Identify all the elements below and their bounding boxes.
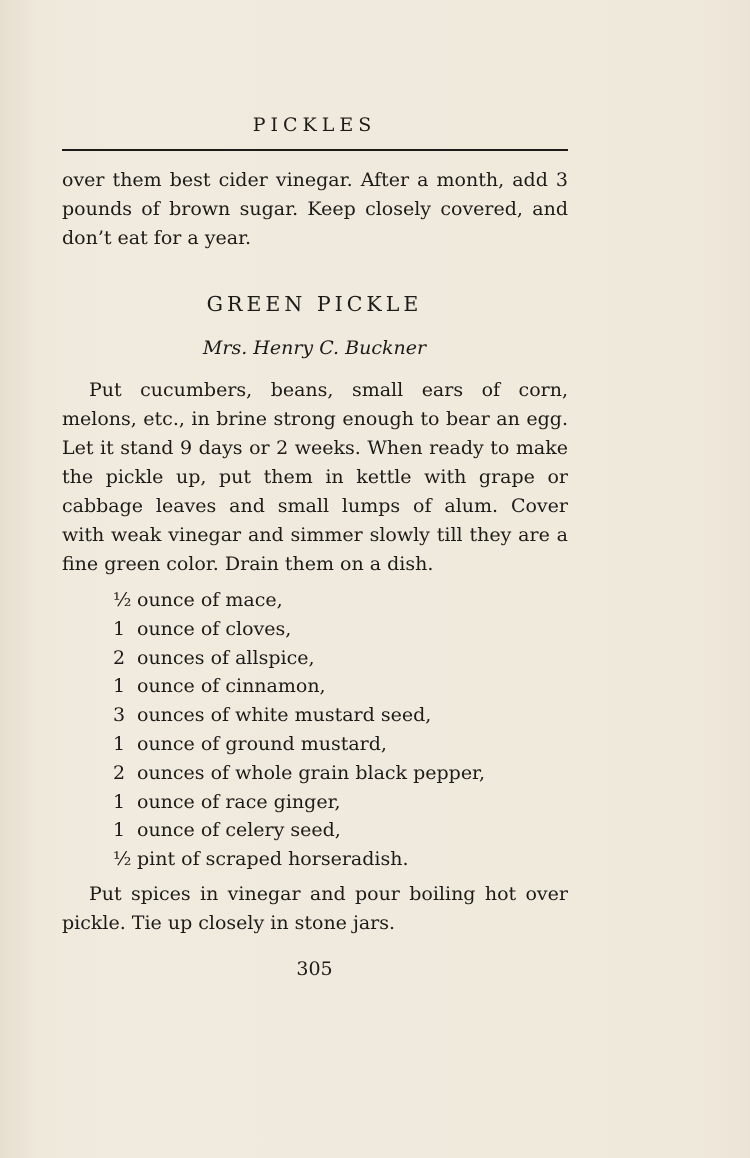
ingredient-quantity: 1 — [113, 732, 126, 755]
ingredient-item — [113, 816, 485, 845]
ingredient-item — [113, 586, 485, 615]
page-number: 305 — [296, 958, 333, 980]
ingredient-quantity: ½ — [113, 589, 132, 611]
ingredient-quantity: ½ — [113, 848, 132, 871]
ingredient-quantity: 1 — [113, 617, 126, 640]
ingredient-item — [113, 672, 485, 701]
ingredient-list — [113, 586, 485, 874]
recipe-title: GREEN PICKLE — [206, 292, 423, 316]
ingredient-item — [113, 788, 485, 817]
ingredient-item — [113, 730, 485, 759]
ingredient-item — [113, 759, 485, 788]
ingredient-item — [113, 845, 485, 874]
ingredient-text: ounce of ground mustard, — [137, 732, 387, 755]
ingredient-text: ounce of cinnamon, — [137, 675, 326, 698]
ingredient-quantity: 1 — [113, 819, 126, 842]
recipe-author: Mrs. Henry C. Buckner — [202, 337, 427, 359]
ingredient-text: ounce of mace, — [137, 589, 283, 611]
ingredient-quantity: 1 — [113, 675, 126, 698]
ingredient-quantity: 1 — [113, 790, 126, 813]
ingredient-text: ounce of cloves, — [137, 617, 292, 640]
recipe-instructions: Put cucumbers, beans, small ears of corn, melons, etc., in brine strong enough to bear an egg. Let it stand 9 days or 2 weeks. When ready to make the pickle up, put them in kettle with grape or cabbage leaves and small lumps of alum. Cover with weak vinegar and simmer slowly till they are a fine green color. Drain them on a dish. — [62, 379, 568, 575]
header-rule — [62, 149, 568, 151]
continuation-paragraph: over them best cider vinegar. After a month, add 3 pounds of brown sugar. Keep closely covered, and don’t eat for a year. — [62, 169, 568, 249]
ingredient-text: ounces of white mustard seed, — [137, 704, 432, 727]
ingredient-quantity: 3 — [113, 704, 126, 727]
running-head: PICKLES — [252, 114, 377, 136]
ingredient-quantity: 2 — [113, 761, 126, 784]
ingredient-text: ounces of allspice, — [137, 646, 315, 669]
ingredient-text: ounce of celery seed, — [137, 819, 341, 842]
closing-paragraph: Put spices in vinegar and pour boiling hot over pickle. Tie up closely in stone jars. — [62, 883, 568, 934]
ingredient-item — [113, 615, 485, 644]
ingredient-quantity: 2 — [113, 646, 126, 669]
ingredient-item — [113, 644, 485, 673]
ingredient-item — [113, 701, 485, 730]
ingredient-text: ounce of race ginger, — [137, 790, 341, 813]
ingredient-text: pint of scraped horseradish. — [137, 848, 409, 871]
ingredient-text: ounces of whole grain black pepper, — [137, 761, 486, 784]
